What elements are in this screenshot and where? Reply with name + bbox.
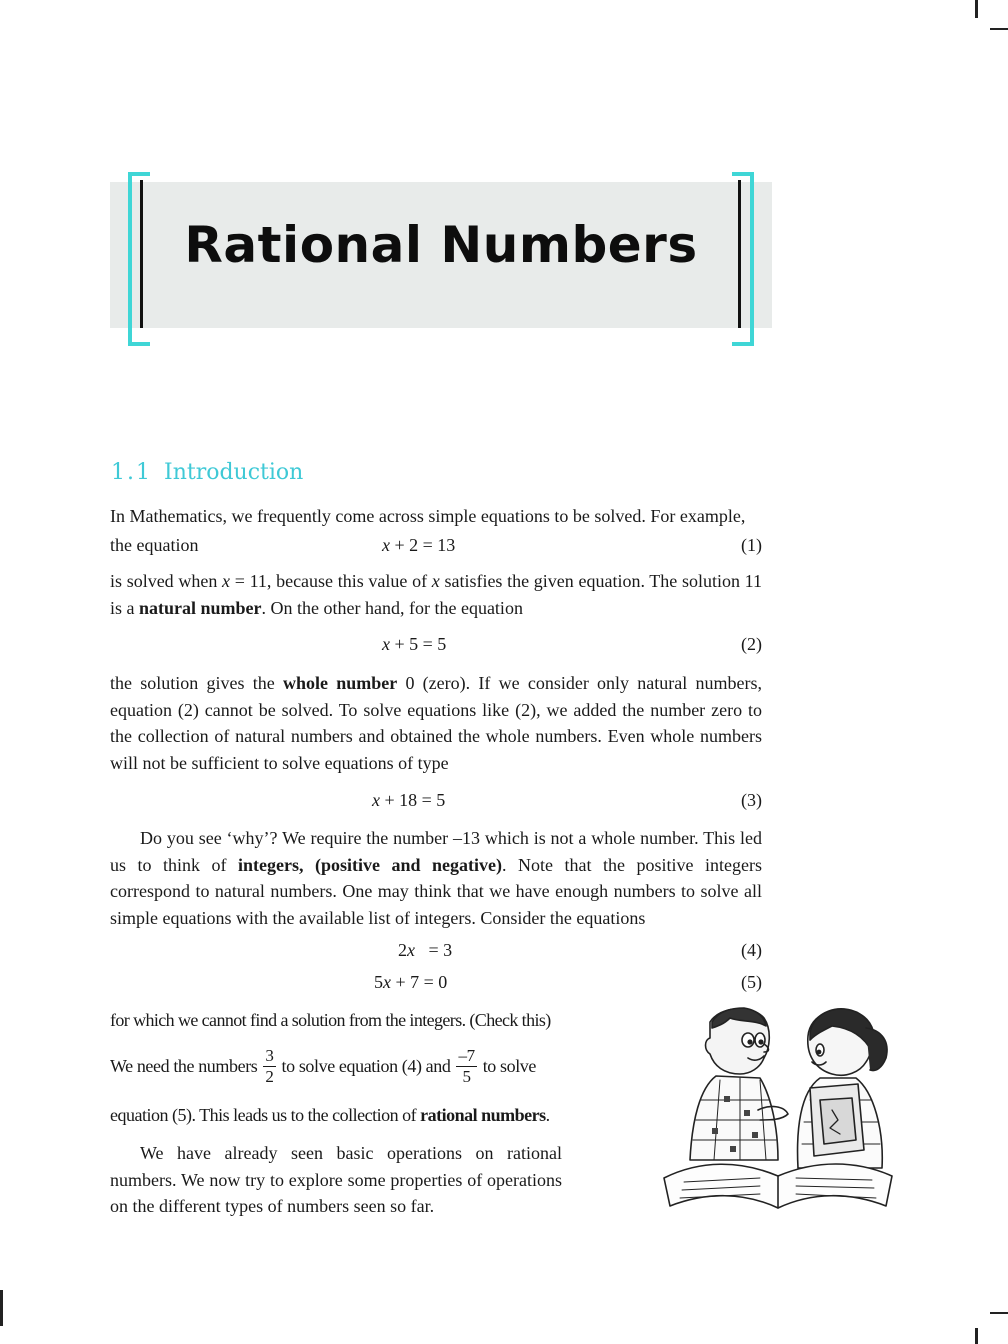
equation-5: 5x + 7 = 0 [374,972,448,992]
para5-line2: We need the numbers $\frac{3}{2}$ to solve equation (4) and $\frac{-7}{5}$ to solve [110,1046,536,1086]
equation-5-number: (5) [741,972,762,992]
section-title: Introduction [164,460,304,485]
crop-mark-top-right-h [990,28,1008,30]
equation-2-number: (2) [741,634,762,654]
fraction-3-over-2: $\frac{3}{2}$ [265,1046,274,1086]
equation-1-number: (1) [741,535,762,555]
crop-mark-bottom-right-h [990,1312,1008,1314]
chapter-title: Rational Numbers [184,216,698,274]
para5-line1: for which we cannot find a solution from the integers. (Check this) [110,1010,551,1030]
section-heading [111,460,303,485]
para1-line2: the equation [110,535,199,555]
equation-4: 2x = 3 [398,940,453,960]
equation-1 [382,535,455,556]
term-integers: integers, (positive and negative) [238,854,503,875]
para1-line1: In Mathematics, we frequently come across simple equations to be solved. For example, [110,506,746,526]
equation-4-number: (4) [741,940,762,960]
section-number: 1.1 [111,460,152,485]
crop-mark-bottom-right-v [975,1328,978,1344]
crop-mark-top-right-v [975,0,978,18]
crop-mark-bottom-left-v [0,1290,3,1326]
para2: is solved when x = 11, because this value of x satisfies the given equation. The solution 11 is a natural number. On the other hand, for the equation [110,571,762,618]
eq1-rest: + 2 = 13 [390,535,456,555]
para5-line3: equation (5). This leads us to the collection of rational numbers. [110,1105,550,1125]
students-illustration [660,1000,895,1218]
fraction-neg7-over-5: $\frac{-7}{5}$ [458,1046,475,1086]
para3: the solution gives the whole number 0 (zero). If we consider only natural numbers, equation (2) cannot be solved. To solve equations like (2), we added the number zero to the collection of natural numbers and obtained the whole numbers. Even whole numbers will not be sufficient to solve equations of type [110,673,762,773]
para6: We have already seen basic operations on rational numbers. We now try to explore some properties of operations on the different types of numbers seen so far. [110,1143,562,1216]
term-whole-number: whole number [282,673,398,693]
equation-3-number: (3) [741,790,762,810]
term-natural-number: natural number [139,597,262,618]
eq1-var: x [382,535,390,555]
para4: Do you see ‘why’? We require the number –13 which is not a whole number. This led us to think of integers, (positive and negative). Note that the positive integers correspond to natural numbers. One may think that we have enough numbers to solve all simple equations with the available list of integers. Consider the equations [110,828,762,928]
term-rational-numbers: rational numbers [420,1105,546,1125]
equation-3: x + 18 = 5 [372,790,446,810]
equation-2: x + 5 = 5 [382,634,447,654]
